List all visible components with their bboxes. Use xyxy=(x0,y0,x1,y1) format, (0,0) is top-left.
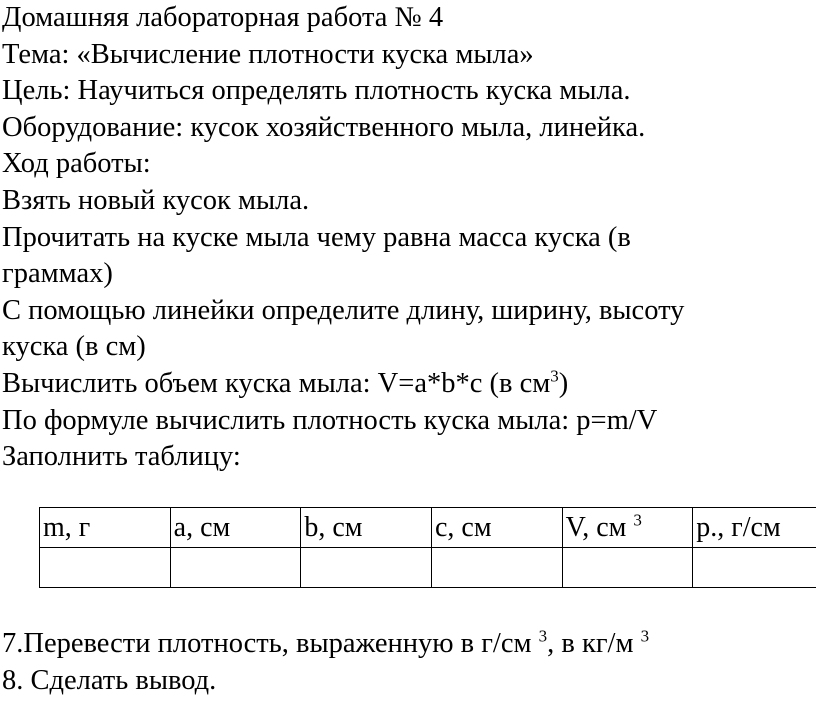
volume-close: ) xyxy=(558,367,569,399)
table-header-label: c, см xyxy=(434,511,492,543)
table-cell-empty xyxy=(431,548,562,588)
data-table xyxy=(39,507,816,588)
table-cell-empty xyxy=(40,548,171,588)
table-row xyxy=(40,548,816,588)
table-cell-empty xyxy=(562,548,693,588)
procedure-heading: Ход работы: xyxy=(2,148,151,180)
table-header-cell xyxy=(693,508,816,548)
table-cell-empty xyxy=(693,548,816,588)
table-header-cell xyxy=(431,508,562,548)
step-8-conclusion: 8. Сделать вывод. xyxy=(2,664,217,696)
table-header-cell xyxy=(301,508,432,548)
step-fill-table: Заполнить таблицу: xyxy=(2,441,241,473)
table-cell-empty xyxy=(170,548,301,588)
document-title: Домашняя лабораторная работа № 4 xyxy=(2,2,444,33)
data-table-wrapper xyxy=(39,507,816,588)
step-volume xyxy=(2,366,814,403)
table-header-label: p., г/см xyxy=(696,511,781,543)
step-take-soap: Взять новый кусок мыла. xyxy=(2,184,310,216)
table-header-label: a, см xyxy=(173,511,231,543)
table-header-cell xyxy=(562,508,693,548)
table-header-label: b, см xyxy=(304,511,363,543)
step-7-superscript-1: 3 xyxy=(538,626,548,646)
volume-text: Вычислить объем куска мыла: V=a*b*c (в см xyxy=(2,367,551,399)
step-read-mass-line-1: Прочитать на куске мыла чему равна масса куска (в xyxy=(2,221,631,253)
table-cell-empty xyxy=(301,548,432,588)
step-7-convert-density xyxy=(2,626,649,663)
step-density-formula: По формуле вычислить плотность куска мыла: p=m/V xyxy=(2,404,658,436)
table-header-cell xyxy=(170,508,301,548)
topic-line: Тема: «Вычисление плотности куска мыла» xyxy=(2,38,534,70)
step-measure-line-1: С помощью линейки определите длину, ширину, высоту xyxy=(2,294,685,326)
final-steps xyxy=(2,626,649,699)
table-header-superscript: 3 xyxy=(633,510,642,530)
step-7-text-2: , в кг/м xyxy=(547,628,641,659)
lab-document xyxy=(2,0,814,476)
step-measure-line-2: куска (в см) xyxy=(2,331,146,363)
step-7-text-1: 7.Перевести плотность, выраженную в г/см xyxy=(2,628,539,659)
goal-line: Цель: Научиться определять плотность куска мыла. xyxy=(2,75,631,107)
table-header-label: V, см xyxy=(565,511,634,543)
step-7-superscript-2: 3 xyxy=(640,626,650,646)
table-header-label: m, г xyxy=(43,511,91,543)
table-header-cell xyxy=(40,508,171,548)
equipment-line: Оборудование: кусок хозяйственного мыла, линейка. xyxy=(2,111,646,143)
step-read-mass-line-2: граммах) xyxy=(2,258,113,290)
volume-superscript: 3 xyxy=(550,366,559,386)
table-header-row xyxy=(40,508,816,548)
